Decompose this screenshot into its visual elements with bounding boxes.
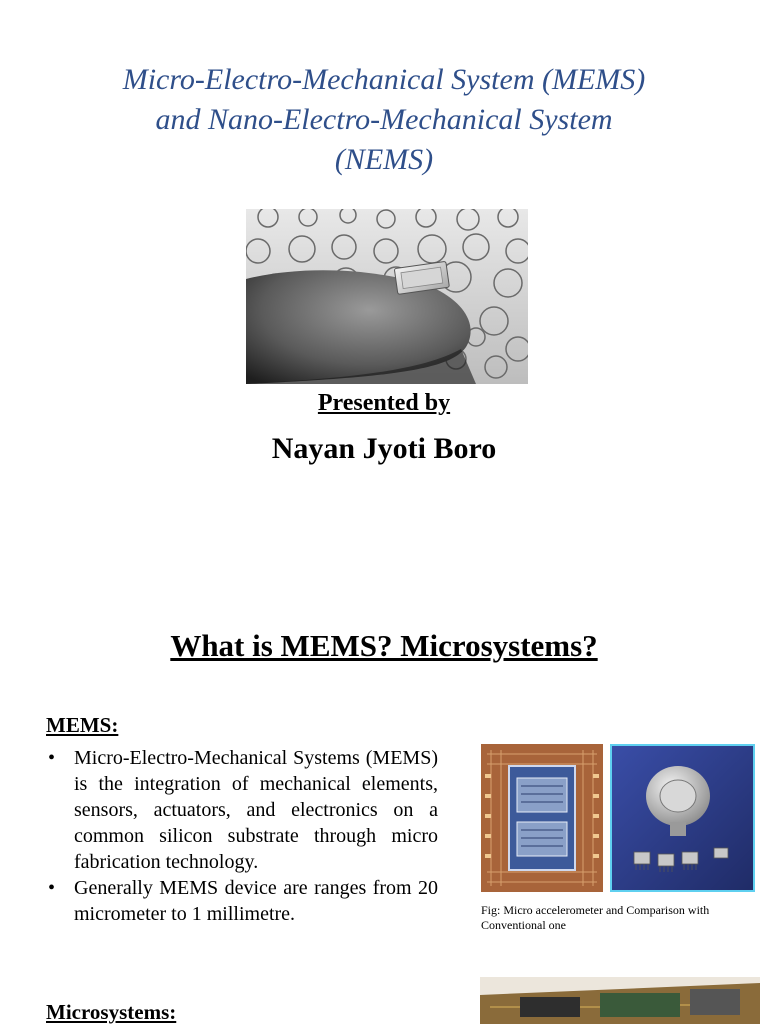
presented-by-label: Presented by xyxy=(317,390,451,416)
slide-title: What is MEMS? Microsystems? xyxy=(170,628,598,663)
microsystem-board-photo xyxy=(480,977,760,1024)
title-line: Micro-Electro-Mechanical System (MEMS) xyxy=(122,63,646,96)
circuit-board-image xyxy=(480,977,760,1024)
author-name: Nayan Jyoti Boro xyxy=(271,432,497,465)
mems-heading: MEMS: xyxy=(46,713,119,737)
conventional-vs-mems-image xyxy=(610,744,755,892)
accelerometer-die-image xyxy=(481,744,603,892)
bullet-item: • Generally MEMS device are ranges from 20 micrometer to 1 millimetre. xyxy=(44,875,438,927)
mems-chip-on-finger-photo xyxy=(246,209,528,384)
bullet-item: • Micro-Electro-Mechanical Systems (MEMS) is the integration of mechanical elements, sensors, actuators, and electronics on a common silicon substrate through micro fabrication technology. xyxy=(44,745,438,875)
title-line: and Nano-Electro-Mechanical System xyxy=(155,103,613,136)
micro-accelerometer-chip-photo xyxy=(481,744,603,892)
page-title xyxy=(40,60,728,180)
conventional-accelerometer-photo xyxy=(610,744,755,892)
figure-caption: Fig: Micro accelerometer and Comparison with Conventional one xyxy=(481,903,710,932)
title-line: (NEMS) xyxy=(334,143,434,176)
mems-chip-on-finger-image xyxy=(246,209,528,384)
mems-bullet-list xyxy=(44,745,438,927)
microsystems-heading: Microsystems: xyxy=(46,1000,177,1024)
